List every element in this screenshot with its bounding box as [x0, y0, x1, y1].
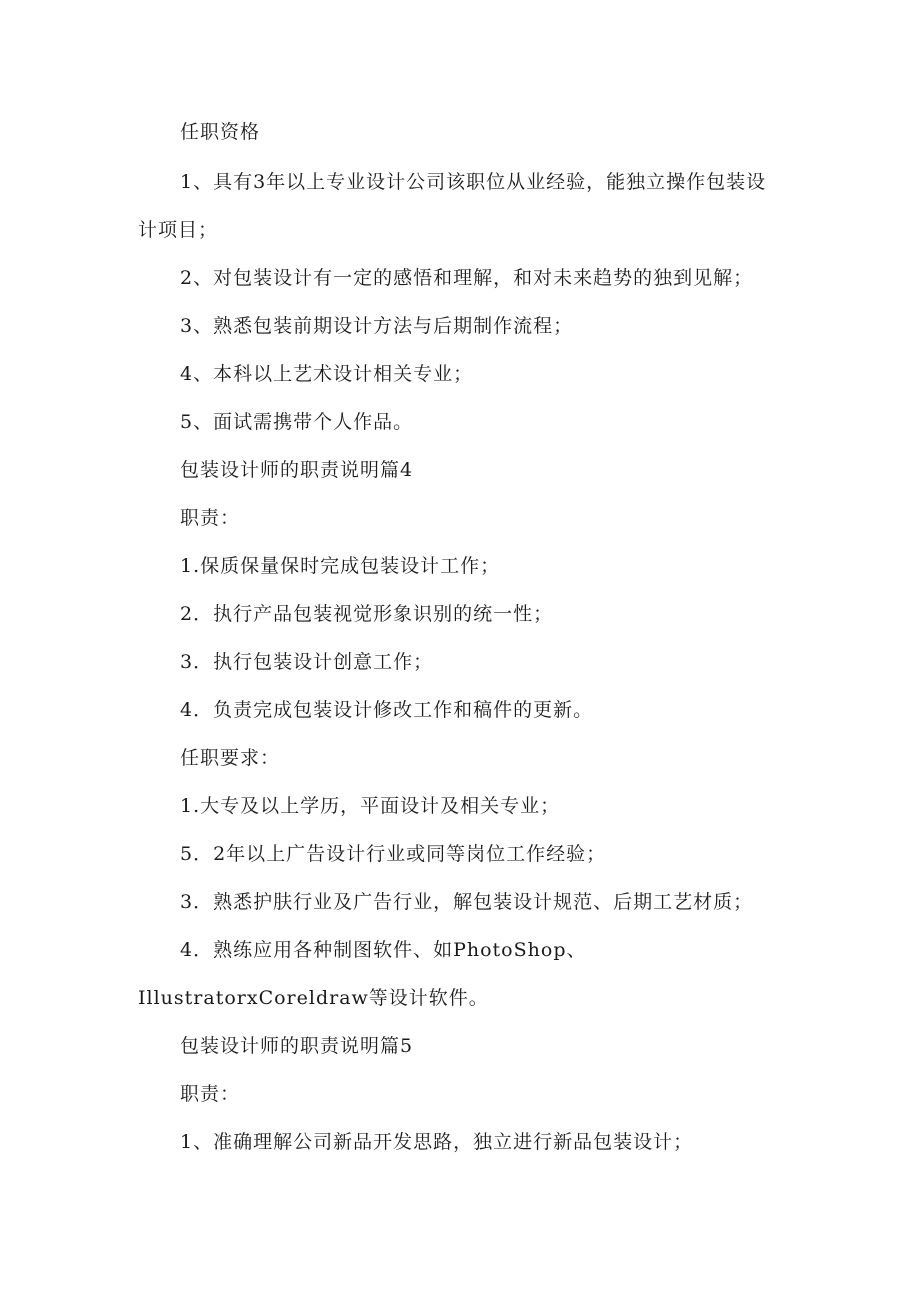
- section-heading-qualifications: 任职资格: [180, 121, 261, 143]
- paragraph-line: 4．负责完成包装设计修改工作和稿件的更新。: [180, 699, 594, 721]
- paragraph-line: 2．执行产品包装视觉形象识别的统一性；: [180, 603, 554, 625]
- paragraph-line: 4、本科以上艺术设计相关专业；: [180, 363, 474, 385]
- paragraph-line: 1、具有3年以上专业设计公司该职位从业经验，能独立操作包装设: [180, 171, 767, 193]
- subheading-duties: 职责：: [180, 507, 241, 529]
- paragraph-line: 2、对包装设计有一定的感悟和理解，和对未来趋势的独到见解；: [180, 267, 754, 289]
- section-heading-part5: 包装设计师的职责说明篇5: [180, 1035, 414, 1057]
- paragraph-line: 1.大专及以上学历，平面设计及相关专业；: [180, 795, 561, 817]
- paragraph-line: 5．2年以上广告设计行业或同等岗位工作经验；: [180, 843, 607, 865]
- subheading-duties: 职责：: [180, 1083, 241, 1105]
- paragraph-line: 3、熟悉包装前期设计方法与后期制作流程；: [180, 315, 574, 337]
- paragraph-line-continuation: IllustratorxCoreldraw等设计软件。: [138, 987, 489, 1009]
- subheading-requirements: 任职要求：: [180, 747, 281, 769]
- paragraph-line: 1.保质保量保时完成包装设计工作；: [180, 555, 501, 577]
- section-heading-part4: 包装设计师的职责说明篇4: [180, 459, 414, 481]
- paragraph-line-continuation: 计项目；: [138, 219, 219, 241]
- paragraph-line: 5、面试需携带个人作品。: [180, 411, 414, 433]
- paragraph-line: 3．熟悉护肤行业及广告行业，解包装设计规范、后期工艺材质；: [180, 891, 754, 913]
- paragraph-line: 1、准确理解公司新品开发思路，独立进行新品包装设计；: [180, 1131, 694, 1153]
- paragraph-line: 3．执行包装设计创意工作；: [180, 651, 434, 673]
- paragraph-line: 4．熟练应用各种制图软件、如PhotoShop、: [180, 939, 587, 961]
